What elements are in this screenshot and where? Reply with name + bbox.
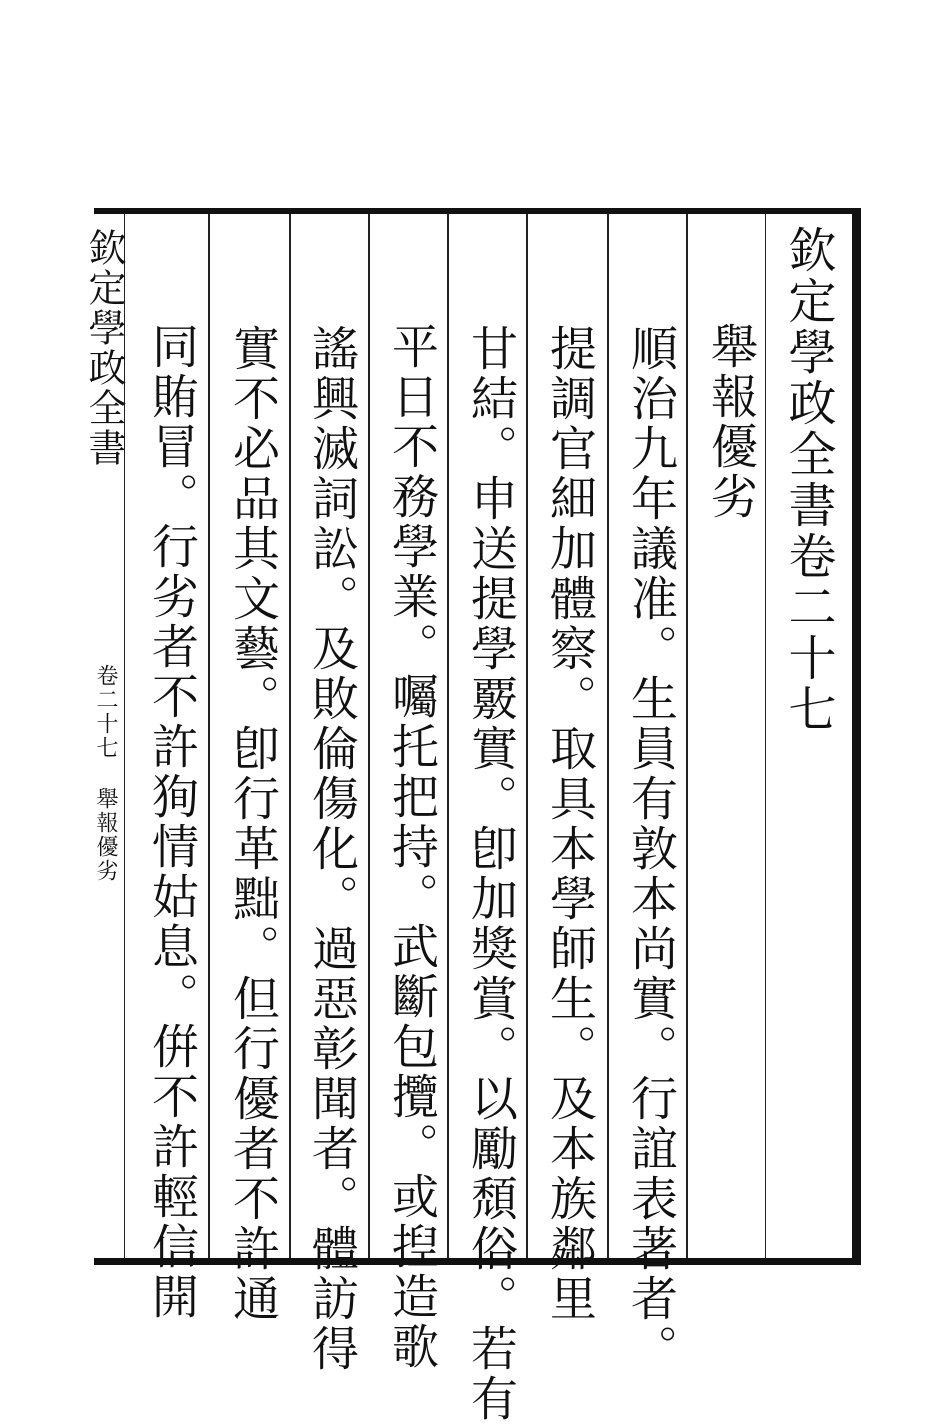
column-rule xyxy=(368,214,370,1258)
section-heading: 舉報優劣 xyxy=(703,322,758,522)
text-column: 平日不務學業。囑托把持。武斷包攬。或揑造歌 xyxy=(384,322,439,1372)
column-rule xyxy=(208,214,210,1258)
text-column: 同賄冒。行劣者不許狥情姑息。倂不許輕信開 xyxy=(144,322,199,1322)
text-column: 謠興滅詞訟。及敗倫傷化。過惡彰聞者。體訪得 xyxy=(304,324,359,1374)
column-rule xyxy=(765,214,766,1258)
fold-margin-section: 卷二十七 舉報優劣 xyxy=(93,664,118,883)
frame-border-right xyxy=(852,208,861,1265)
text-column: 提調官細加體察。取具本學師生。及本族鄰里 xyxy=(542,324,597,1324)
text-column: 順治九年議准。生員有敦本尚實。行誼表著者。 xyxy=(623,324,678,1374)
fold-margin-title: 欽定學政全書 xyxy=(82,228,126,468)
page-title: 欽定學政全書卷二十七 xyxy=(780,225,836,735)
text-column: 實不必品其文藝。卽行革黜。但行優者不許通 xyxy=(225,324,280,1324)
column-rule xyxy=(526,214,528,1258)
column-rule xyxy=(447,214,449,1258)
column-rule xyxy=(289,214,291,1258)
column-rule xyxy=(607,214,609,1258)
column-rule xyxy=(686,214,688,1258)
text-column: 甘結。申送提學覈實。卽加獎賞。以勵頹俗。若有 xyxy=(463,324,518,1424)
